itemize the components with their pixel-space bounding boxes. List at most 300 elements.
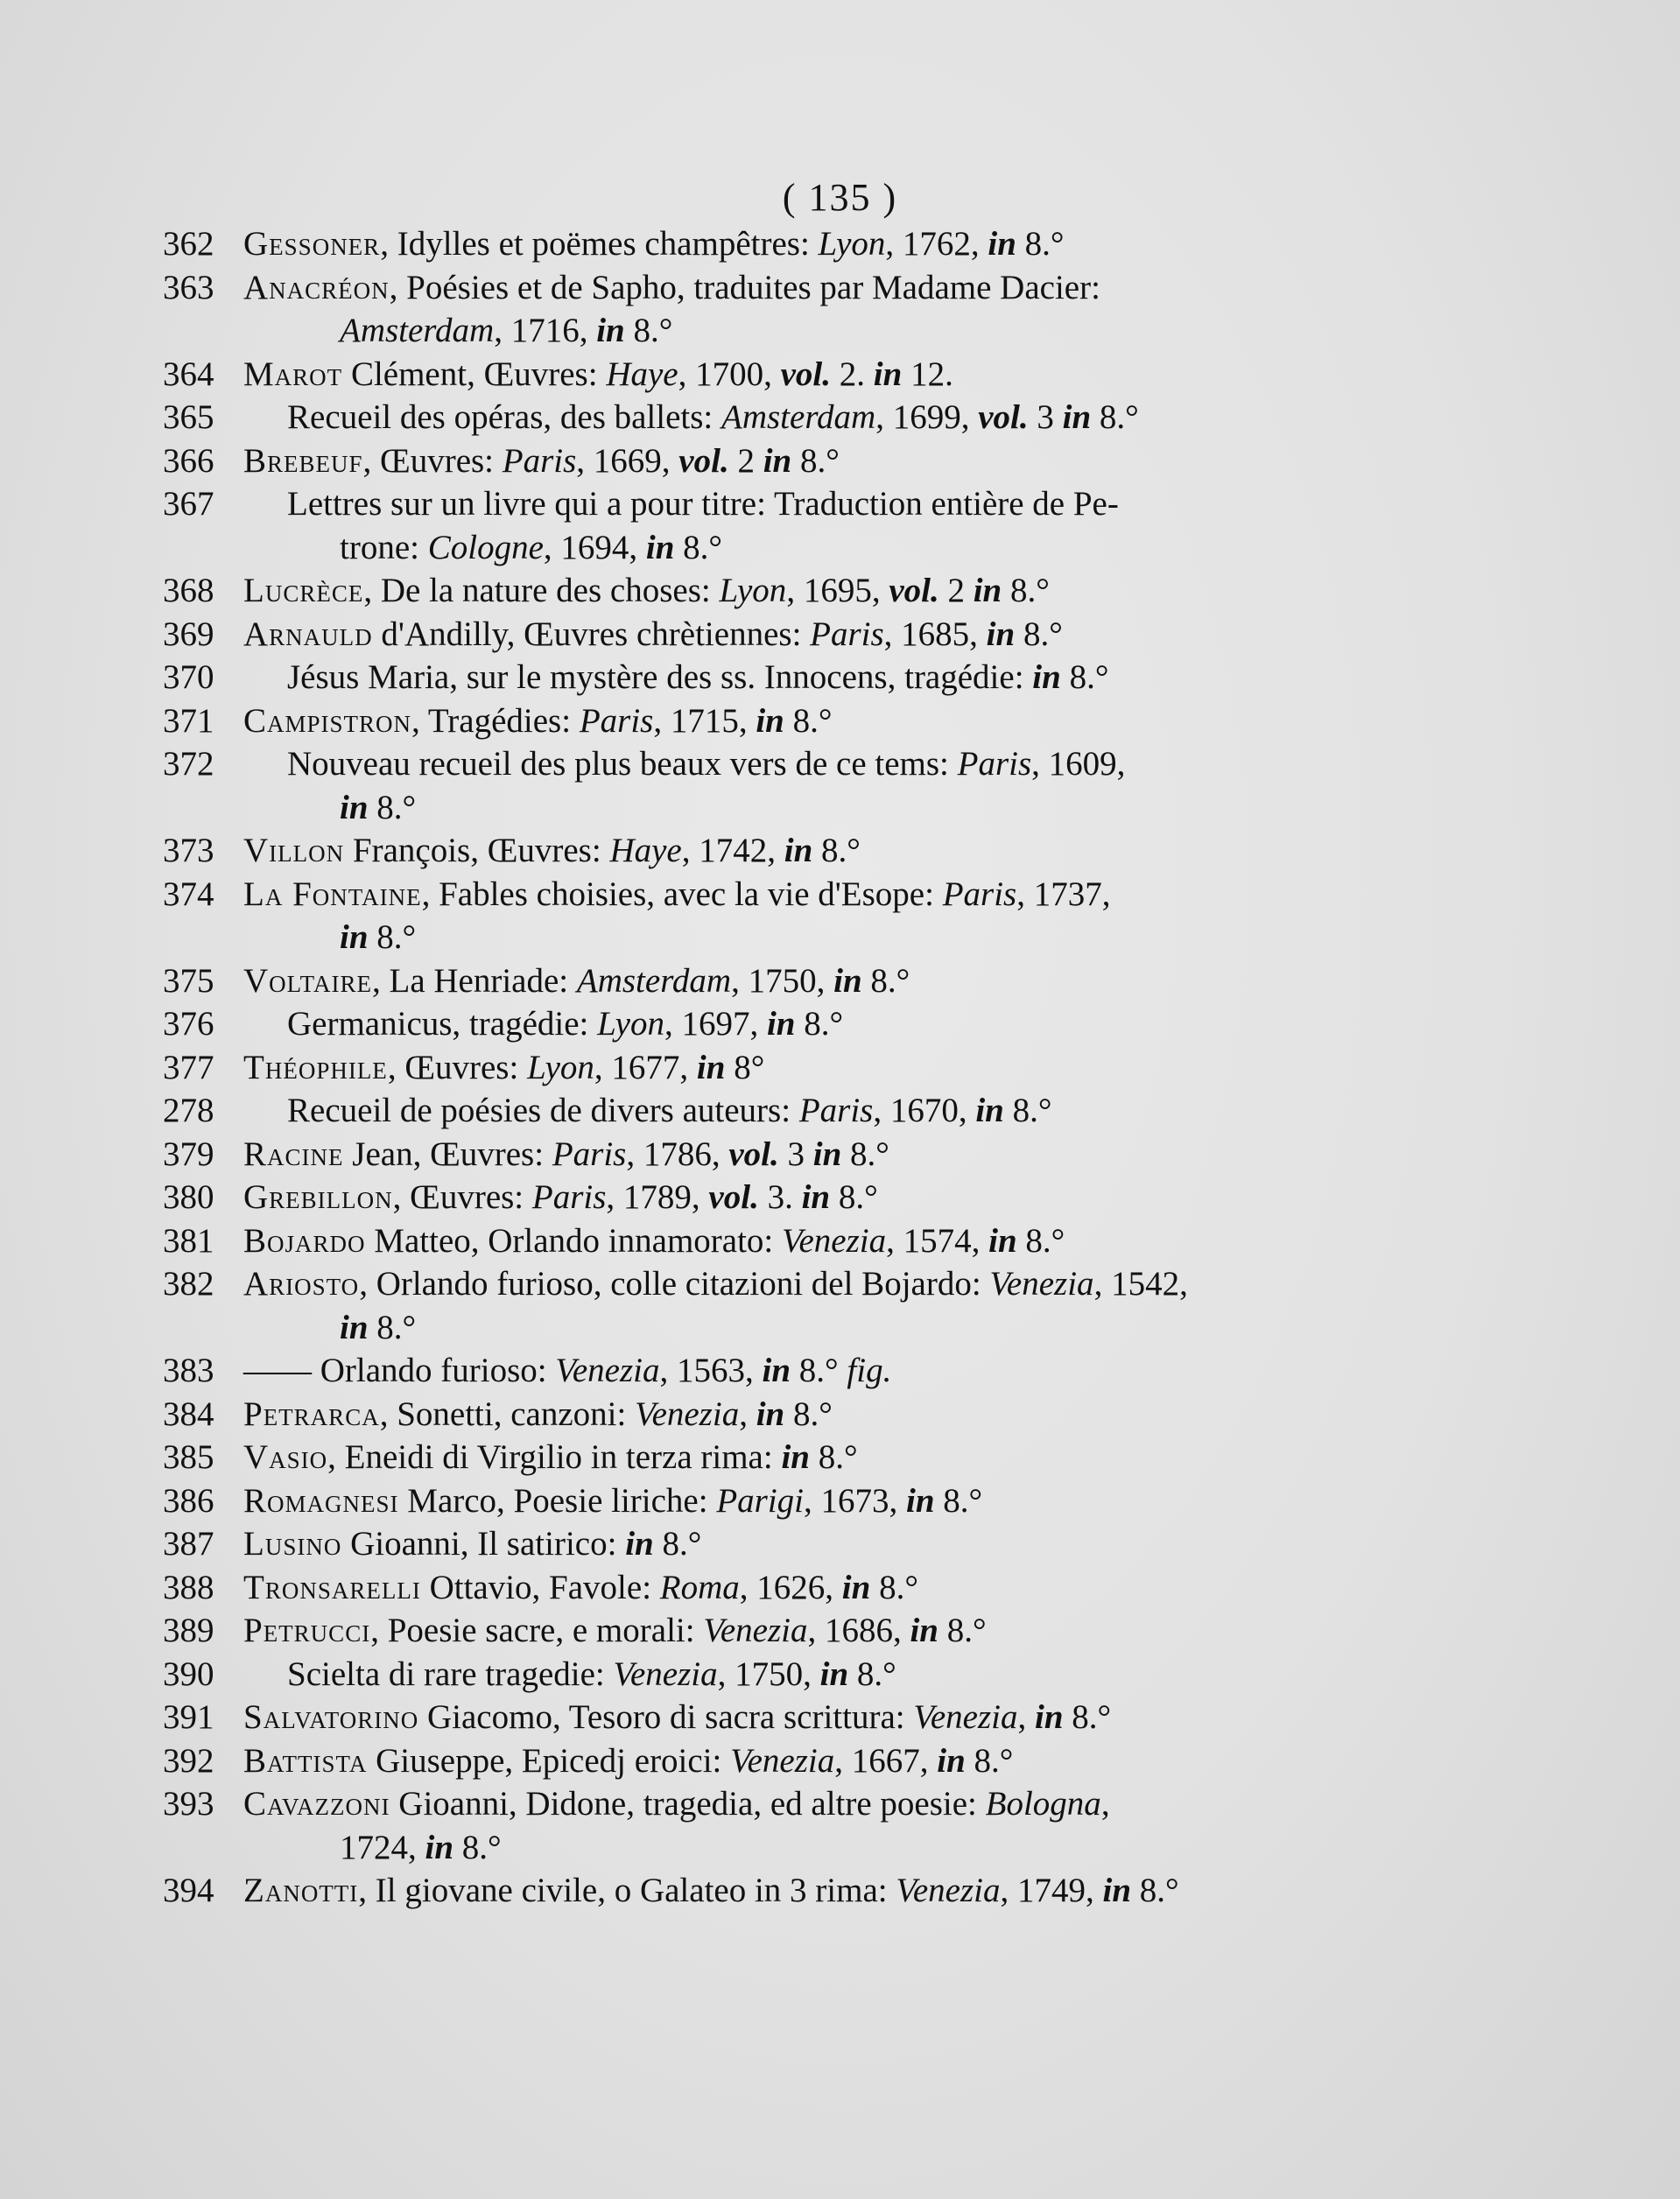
imprint-place: Paris	[798, 1092, 874, 1129]
entry-line	[243, 1002, 1415, 1046]
entry-line	[243, 613, 1415, 657]
format-term: in	[425, 1828, 454, 1866]
entry-text: Lettres sur un livre qui a pour titre: Traduction entière de Pe-	[287, 485, 1119, 523]
format-term: in	[801, 1178, 831, 1216]
imprint-place: Paris	[579, 701, 654, 740]
entry-text: , Œuvres:	[392, 1178, 532, 1216]
entry-body	[243, 1782, 1415, 1869]
entry-line	[243, 1566, 1415, 1610]
entry-text: Gioanni, Didone, tragedia, ed altre poesie:	[390, 1785, 986, 1823]
imprint-place: Venezia	[782, 1221, 887, 1260]
catalog-entry	[163, 1739, 1415, 1783]
catalog-entry	[163, 959, 1415, 1003]
format-term: vol.	[708, 1178, 759, 1216]
entry-line	[243, 1479, 1415, 1523]
entry-line	[243, 1739, 1415, 1783]
catalog-entry	[163, 1089, 1415, 1133]
author-name: Lucrèce	[243, 572, 364, 609]
format-term: in	[988, 1221, 1017, 1260]
entry-text: 8.°	[791, 441, 840, 480]
entry-text: 12.	[902, 355, 953, 393]
format-term: in	[975, 1092, 1004, 1129]
entry-text: 8.°	[848, 1655, 896, 1693]
catalog-entry	[163, 1869, 1415, 1913]
entry-text: 8.°	[784, 701, 833, 740]
entry-line	[243, 482, 1415, 526]
catalog-entry	[163, 656, 1415, 699]
entry-line	[243, 309, 1415, 353]
entry-number: 388	[163, 1568, 214, 1606]
author-name: Arnauld	[243, 615, 373, 653]
entry-line	[243, 1262, 1415, 1306]
entry-text: , 1694,	[543, 528, 646, 566]
entry-text: Giuseppe, Epicedj eroici:	[367, 1741, 731, 1780]
entry-text: Marco, Poesie liriche:	[398, 1481, 717, 1520]
entry-text: , Tragédies:	[411, 701, 580, 740]
entry-number: 363	[163, 268, 214, 306]
entry-body	[243, 569, 1415, 613]
entry-text: 8.°	[841, 1135, 889, 1173]
entry-text: 8.°	[624, 312, 673, 349]
imprint-place: Paris	[531, 1178, 607, 1216]
entry-text: , Œuvres:	[387, 1048, 528, 1086]
format-term: in	[819, 1655, 849, 1693]
entry-text: 8.°	[1016, 225, 1065, 263]
catalog-entry	[163, 1133, 1415, 1177]
author-name: Racine	[243, 1135, 344, 1173]
imprint-place: Paris	[552, 1135, 627, 1173]
entry-text: , 1716,	[494, 312, 597, 349]
format-term: in	[1102, 1872, 1132, 1909]
entry-line	[243, 1133, 1415, 1177]
author-name: Petrucci	[243, 1612, 371, 1649]
entry-text: , 1673,	[804, 1481, 906, 1520]
entry-number: 369	[163, 615, 214, 653]
catalog-entry	[163, 1782, 1415, 1869]
imprint-place: Paris	[502, 441, 577, 480]
entry-text: , 1667,	[834, 1741, 938, 1780]
entry-body	[243, 742, 1415, 829]
author-name: Romagnesi	[243, 1481, 399, 1520]
format-term: vol.	[728, 1135, 779, 1173]
imprint-place: Amsterdam	[576, 961, 732, 1000]
catalog-entry	[163, 1349, 1415, 1393]
catalog-entry	[163, 1262, 1415, 1349]
entry-line	[243, 656, 1415, 699]
author-name: Lusino	[243, 1525, 342, 1563]
entry-text: Clément, Œuvres:	[342, 355, 607, 393]
entry-number: 374	[163, 875, 214, 913]
imprint-place: Amsterdam	[721, 398, 876, 436]
entry-number: 392	[163, 1741, 214, 1780]
entry-text: , 1699,	[875, 398, 979, 436]
imprint-place: Cologne	[427, 528, 544, 566]
imprint-place: Paris	[957, 745, 1032, 783]
entry-body	[243, 1393, 1415, 1437]
entry-number: 365	[163, 398, 214, 436]
entry-text: 8.°	[812, 832, 861, 869]
entry-text: , 1626,	[739, 1568, 842, 1606]
entry-body	[243, 482, 1415, 569]
entry-line	[243, 916, 1415, 959]
entry-text: , 1669,	[576, 441, 679, 480]
entry-line	[243, 1046, 1415, 1090]
format-term: in	[784, 832, 813, 869]
entry-line	[243, 1653, 1415, 1697]
entry-line	[243, 699, 1415, 743]
author-name: Théophile	[243, 1048, 388, 1086]
entry-line	[243, 1176, 1415, 1219]
entry-line	[243, 396, 1415, 439]
entry-body	[243, 1262, 1415, 1349]
entry-body	[243, 439, 1415, 483]
entry-number: 386	[163, 1481, 214, 1520]
format-term: in	[763, 441, 792, 480]
entry-line	[243, 959, 1415, 1003]
entry-text: 2	[938, 572, 974, 609]
entry-text: , 1695,	[786, 572, 889, 609]
entry-text: Scielta di rare tragedie:	[287, 1655, 614, 1693]
entry-text: 8.°	[965, 1741, 1014, 1780]
format-term: in	[340, 918, 369, 956]
entry-text: Recueil des opéras, des ballets:	[287, 398, 722, 436]
entry-body	[243, 829, 1415, 873]
entry-number: 362	[163, 225, 214, 263]
imprint-place: Lyon	[597, 1005, 664, 1043]
entry-number: 383	[163, 1352, 214, 1389]
entry-text: 8.°	[791, 1352, 847, 1389]
entry-text: 8.°	[368, 918, 417, 956]
entry-text: , Fables choisies, avec la vie d'Esope:	[421, 875, 943, 913]
format-term: in	[906, 1481, 935, 1520]
author-name: Villon	[243, 832, 345, 869]
entry-text: 8.°	[861, 961, 910, 1000]
entry-number: 394	[163, 1872, 214, 1909]
author-name: Gessoner	[243, 225, 381, 263]
author-name: Campistron	[243, 701, 412, 740]
author-name: Marot	[243, 355, 343, 393]
imprint-place: Venezia	[703, 1612, 808, 1649]
entry-text: 8.°	[1063, 1698, 1112, 1736]
entry-number: 366	[163, 441, 214, 480]
entry-text: , 1789,	[606, 1178, 709, 1216]
entry-text: , 1563,	[659, 1352, 763, 1389]
format-term: in	[1035, 1698, 1064, 1736]
entry-body	[243, 1436, 1415, 1479]
entry-text: , 1574,	[886, 1221, 989, 1260]
entry-text: , 1697,	[664, 1005, 767, 1043]
format-term: in	[696, 1048, 726, 1086]
entry-line	[243, 829, 1415, 873]
catalog-entry	[163, 613, 1415, 657]
catalog-entry	[163, 1393, 1415, 1437]
catalog-entry	[163, 569, 1415, 613]
catalog-entry	[163, 829, 1415, 873]
entry-text: , Il giovane civile, o Galateo in 3 rima:	[358, 1872, 896, 1909]
entry-body	[243, 959, 1415, 1003]
entry-text: 8.°	[934, 1481, 983, 1520]
catalog-entry	[163, 1176, 1415, 1219]
author-name: Anacréon	[243, 268, 390, 306]
format-term: in	[910, 1612, 938, 1649]
entry-line	[243, 1522, 1415, 1566]
entry-body	[243, 353, 1415, 397]
entry-number: 381	[163, 1221, 214, 1260]
entry-text: Jean, Œuvres:	[343, 1135, 552, 1173]
entry-body	[243, 1653, 1415, 1697]
entry-text: ,	[739, 1395, 756, 1433]
entry-line	[243, 1306, 1415, 1350]
catalog-entry	[163, 222, 1415, 266]
author-name: Battista	[243, 1741, 368, 1780]
entry-number: 376	[163, 1005, 214, 1043]
format-term: in	[937, 1741, 966, 1780]
entry-body	[243, 396, 1415, 439]
entry-line	[243, 742, 1415, 786]
catalog-entry	[163, 699, 1415, 743]
format-term: in	[645, 528, 675, 566]
entry-number: 393	[163, 1785, 214, 1823]
author-name: Voltaire	[243, 961, 372, 1000]
entry-number: 390	[163, 1655, 214, 1693]
entry-text: 8.°	[809, 1438, 858, 1476]
author-name: La Fontaine	[243, 875, 422, 913]
format-term: in	[812, 1135, 842, 1173]
entry-line	[243, 786, 1415, 830]
entry-text: , 1750,	[717, 1655, 820, 1693]
format-term: in	[873, 355, 903, 393]
entry-number: 375	[163, 961, 214, 1000]
format-term: in	[762, 1352, 791, 1389]
entry-text: Germanicus, tragédie:	[287, 1005, 598, 1043]
format-term: vol.	[978, 398, 1029, 436]
entry-line	[243, 1782, 1415, 1826]
entry-text: —— Orlando furioso:	[243, 1352, 556, 1389]
author-name: Tronsarelli	[243, 1568, 421, 1606]
entry-line	[243, 1696, 1415, 1739]
imprint-place: Venezia	[730, 1741, 835, 1780]
entry-line	[243, 1393, 1415, 1437]
entry-text: 8.°	[1131, 1872, 1179, 1909]
entry-line	[243, 1219, 1415, 1263]
entry-text: , De la nature des choses:	[363, 572, 720, 609]
catalog-entry	[163, 1566, 1415, 1610]
format-term: in	[988, 225, 1016, 263]
entry-body	[243, 1089, 1415, 1133]
entry-line	[243, 222, 1415, 266]
format-term: in	[756, 1395, 785, 1433]
entry-line	[243, 266, 1415, 310]
format-term: in	[1062, 398, 1092, 436]
entry-text: , 1677,	[594, 1048, 697, 1086]
author-name: Zanotti	[243, 1872, 359, 1909]
format-term: vol.	[780, 355, 832, 393]
entry-line	[243, 1826, 1415, 1870]
entry-text: 8.°	[368, 788, 417, 826]
entry-text: , 1742,	[681, 832, 784, 869]
entry-text: , 1786,	[626, 1135, 729, 1173]
entry-text: , Poésies et de Sapho, traduites par Madame Dacier:	[389, 268, 1100, 306]
entry-text: ,	[1100, 1785, 1110, 1823]
entry-number: 382	[163, 1265, 214, 1303]
entry-text: , 1715,	[653, 701, 756, 740]
entry-body	[243, 1219, 1415, 1263]
imprint-place: Bologna	[985, 1785, 1101, 1823]
entry-number: 385	[163, 1438, 214, 1476]
entry-body	[243, 1522, 1415, 1566]
entry-body	[243, 1046, 1415, 1090]
entry-body	[243, 1133, 1415, 1177]
catalog-entry	[163, 1522, 1415, 1566]
catalog-entry	[163, 1436, 1415, 1479]
entry-line	[243, 526, 1415, 570]
imprint-place: Lyon	[719, 572, 787, 609]
format-term: in	[833, 961, 862, 1000]
format-term: in	[841, 1568, 871, 1606]
page-number: ( 135 )	[782, 176, 898, 219]
author-name: Brebeuf	[243, 441, 363, 480]
entry-text: 8.°	[1060, 658, 1109, 696]
entry-number: 387	[163, 1525, 214, 1563]
entry-text: 2.	[831, 355, 874, 393]
imprint-place: Venezia	[989, 1265, 1094, 1303]
entry-body	[243, 873, 1415, 959]
entry-text: 8.°	[1003, 1092, 1052, 1129]
format-term: in	[340, 788, 369, 826]
entry-text: 8.°	[870, 1568, 918, 1606]
format-term: in	[1032, 658, 1061, 696]
imprint-place: Venezia	[913, 1698, 1018, 1736]
imprint-place: Paris	[810, 615, 884, 653]
entry-number: 278	[163, 1092, 214, 1129]
entry-text: d'Andilly, Œuvres chrètiennes:	[372, 615, 811, 653]
author-name: Grebillon	[243, 1178, 393, 1216]
catalog-entry	[163, 1046, 1415, 1090]
catalog-entry	[163, 1002, 1415, 1046]
imprint-place: Haye	[606, 355, 678, 393]
entry-text: Gioanni, Il satirico:	[341, 1525, 626, 1563]
entry-body	[243, 1002, 1415, 1046]
format-term: in	[766, 1005, 796, 1043]
entry-body	[243, 1479, 1415, 1523]
format-term: in	[781, 1438, 810, 1476]
format-term: vol.	[678, 441, 729, 480]
catalog-entries	[163, 222, 1415, 1913]
entry-text: , Orlando furioso, colle citazioni del Bojardo:	[359, 1265, 990, 1303]
entry-body	[243, 613, 1415, 657]
entry-text: 8.°	[453, 1828, 502, 1866]
entry-number: 379	[163, 1135, 214, 1173]
entry-text: 2	[728, 441, 763, 480]
author-name: Bojardo	[243, 1221, 366, 1260]
format-term: in	[596, 312, 625, 349]
format-term: in	[986, 615, 1016, 653]
author-name: Cavazzoni	[243, 1785, 390, 1823]
catalog-entry	[163, 1219, 1415, 1263]
entry-text: , Eneidi di Virgilio in terza rima:	[327, 1438, 782, 1476]
entry-text: Recueil de poésies de divers auteurs:	[287, 1092, 799, 1129]
imprint-place: Amsterdam	[340, 312, 495, 349]
entry-text: François, Œuvres:	[344, 832, 610, 869]
entry-body	[243, 699, 1415, 743]
entry-text: Jésus Maria, sur le mystère des ss. Innocens, tragédie:	[287, 658, 1033, 696]
author-name: Salvatorino	[243, 1698, 419, 1736]
entry-text: , 1737,	[1016, 875, 1111, 913]
entry-number: 373	[163, 832, 214, 869]
entry-text: Nouveau recueil des plus beaux vers de ce tems:	[287, 745, 958, 783]
format-term: in	[973, 572, 1002, 609]
entry-text: ,	[1017, 1698, 1035, 1736]
entry-number: 380	[163, 1178, 214, 1216]
entry-text: Matteo, Orlando innamorato:	[365, 1221, 782, 1260]
imprint-place: Roma	[659, 1568, 740, 1606]
entry-line	[243, 873, 1415, 917]
catalog-entry	[163, 1609, 1415, 1653]
entry-body	[243, 1609, 1415, 1653]
catalog-entry	[163, 482, 1415, 569]
author-name: Ariosto	[243, 1265, 360, 1303]
entry-text: 8.°	[1091, 398, 1139, 436]
catalog-entry	[163, 742, 1415, 829]
entry-text: , La Henriade:	[372, 961, 577, 1000]
format-term: in	[625, 1525, 654, 1563]
catalog-entry	[163, 1479, 1415, 1523]
entry-text: 8.°	[1002, 572, 1050, 609]
entry-text: 8.°	[674, 528, 723, 566]
entry-number: 389	[163, 1612, 214, 1649]
entry-text: 8.°	[784, 1395, 833, 1433]
entry-text: 8.°	[368, 1308, 417, 1346]
entry-text: , Poesie sacre, e morali:	[370, 1612, 704, 1649]
entry-text: 8.°	[653, 1525, 702, 1563]
entry-text: 3.	[758, 1178, 802, 1216]
entry-body	[243, 1176, 1415, 1219]
entry-number: 368	[163, 572, 214, 609]
entry-text: , 1670,	[873, 1092, 976, 1129]
entry-text: 8.°	[830, 1178, 878, 1216]
entry-line	[243, 439, 1415, 483]
entry-text: 8.°	[938, 1612, 987, 1649]
imprint-place: Venezia	[635, 1395, 740, 1433]
imprint-place: Venezia	[896, 1872, 1001, 1909]
catalog-entry	[163, 439, 1415, 483]
entry-text: Giacomo, Tesoro di sacra scrittura:	[418, 1698, 914, 1736]
imprint-place: Lyon	[818, 225, 886, 263]
entry-text: , 1609,	[1031, 745, 1126, 783]
entry-text: , Idylles et poëmes champêtres:	[380, 225, 819, 263]
author-name: Petrarca	[243, 1395, 380, 1433]
entry-text: , 1750,	[731, 961, 834, 1000]
imprint-place: Haye	[609, 832, 682, 869]
author-name: Vasio	[243, 1438, 328, 1476]
entry-text: , Sonetti, canzoni:	[379, 1395, 636, 1433]
entry-number: 391	[163, 1698, 214, 1736]
entry-number: 367	[163, 485, 214, 523]
entry-text: 3	[778, 1135, 813, 1173]
catalog-entry	[163, 396, 1415, 439]
entry-line	[243, 1349, 1415, 1393]
imprint-place: Lyon	[527, 1048, 594, 1086]
entry-body	[243, 1696, 1415, 1739]
format-term: vol.	[889, 572, 939, 609]
entry-text: 8.°	[795, 1005, 844, 1043]
entry-text: , 1762,	[885, 225, 988, 263]
entry-line	[243, 1869, 1415, 1913]
catalog-entry	[163, 353, 1415, 397]
entry-body	[243, 222, 1415, 266]
entry-text: , 1542,	[1093, 1265, 1188, 1303]
entry-line	[243, 353, 1415, 397]
